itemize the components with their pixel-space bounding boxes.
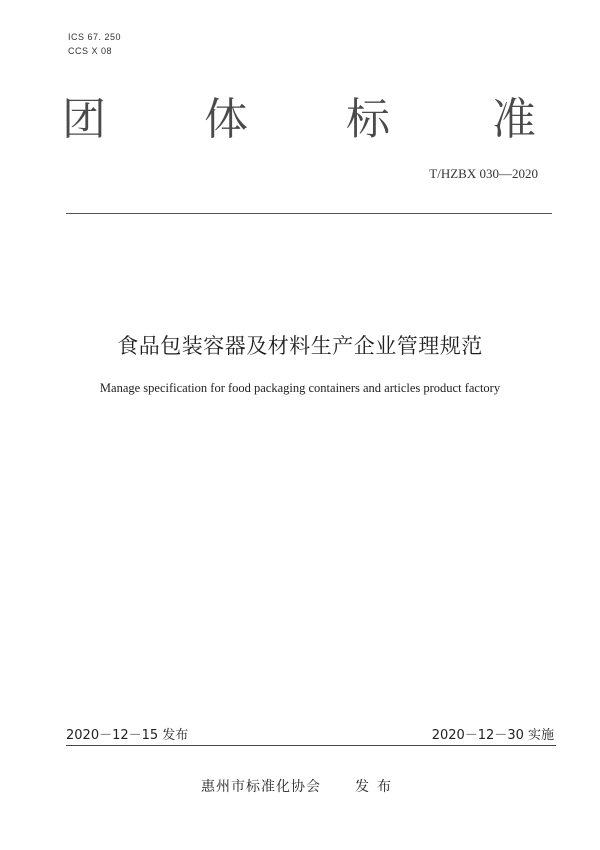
standard-type-heading xyxy=(60,92,550,148)
standard-type-char: 标 xyxy=(346,94,390,145)
publisher-line xyxy=(0,776,600,796)
publisher-action: 发布 xyxy=(355,779,399,795)
classification-codes xyxy=(68,30,121,58)
footer-divider xyxy=(66,745,556,746)
implementation-date: 2020－12－30 实施 xyxy=(431,728,554,743)
title-english: Manage specification for food packaging containers and articles product factory xyxy=(99,381,501,395)
standard-type-char: 准 xyxy=(492,94,536,145)
ccs-code: CCS X 08 xyxy=(68,46,113,56)
standard-type-char: 团 xyxy=(62,94,106,145)
ics-code: ICS 67. 250 xyxy=(68,32,122,42)
header-divider xyxy=(66,213,552,214)
publisher-organization: 惠州市标准化协会 xyxy=(201,779,321,795)
standard-type-char: 体 xyxy=(204,94,248,145)
document-number: T/HZBX 030—2020 xyxy=(429,166,538,181)
issue-date: 2020－12－15 发布 xyxy=(66,728,189,743)
title-chinese: 食品包装容器及材料生产企业管理规范 xyxy=(117,334,483,358)
